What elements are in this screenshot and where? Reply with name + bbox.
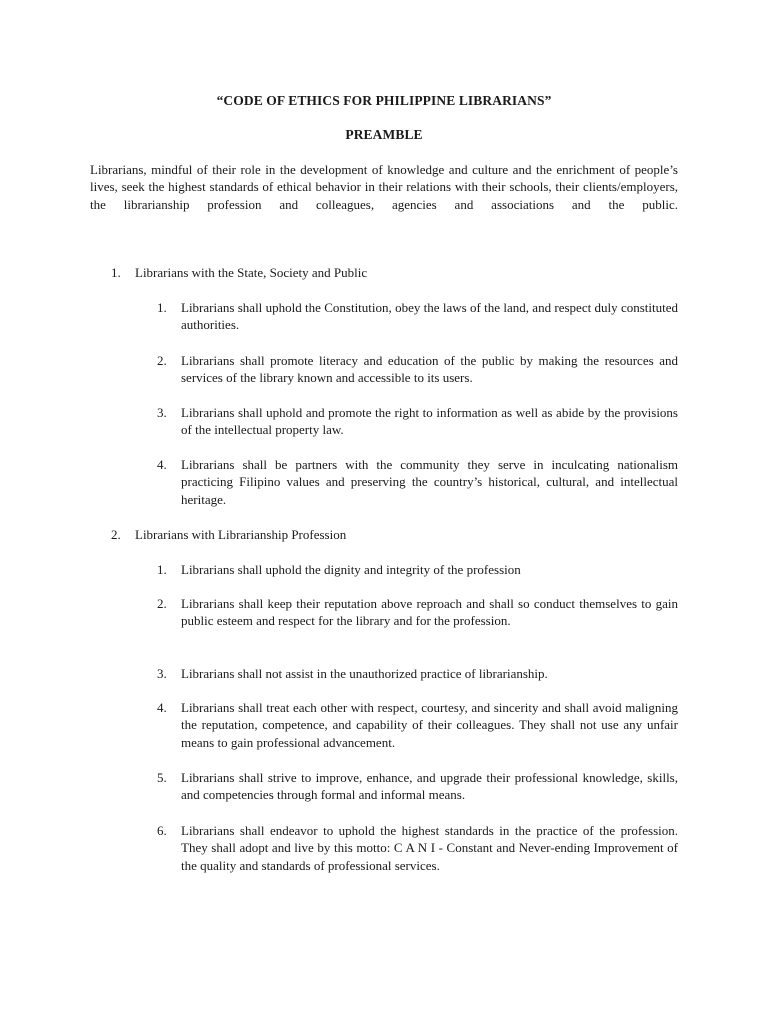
preamble-paragraph: Librarians, mindful of their role in the development of knowledge and culture and the enrichment of people’s lives, seek the highest standards of ethical behavior in their relations with their schools, their clients/employers, the librarianship profession and colleagues, agencies and associations and the public. bbox=[90, 162, 678, 212]
item-number: 5. bbox=[157, 770, 167, 785]
list-item bbox=[157, 595, 678, 630]
item-text: Librarians shall not assist in the unauthorized practice of librarianship. bbox=[181, 666, 548, 681]
item-number: 2. bbox=[157, 353, 167, 368]
item-text: Librarians shall uphold the Constitution, obey the laws of the land, and respect duly constituted authorities. bbox=[181, 300, 678, 333]
section-heading-state-society-public bbox=[111, 264, 677, 281]
list-item bbox=[157, 561, 678, 578]
item-text: Librarians shall strive to improve, enhance, and upgrade their professional knowledge, skills, and competencies through formal and informal means. bbox=[181, 770, 678, 803]
item-text: Librarians shall uphold the dignity and integrity of the profession bbox=[181, 562, 521, 577]
item-number: 6. bbox=[157, 823, 167, 838]
item-text: Librarians shall endeavor to uphold the highest standards in the practice of the profession. They shall adopt and live by this motto: C A N I - Constant and Never-ending Improvement of the quality and standards of professional services. bbox=[181, 823, 678, 873]
section-number: 1. bbox=[111, 265, 121, 280]
item-text: Librarians shall uphold and promote the right to information as well as abide by the provisions of the intellectual property law. bbox=[181, 405, 678, 438]
list-item bbox=[157, 699, 678, 751]
item-number: 1. bbox=[157, 300, 167, 315]
list-item bbox=[157, 456, 678, 508]
item-text: Librarians shall promote literacy and education of the public by making the resources and services of the library known and accessible to its users. bbox=[181, 353, 678, 386]
section-heading-librarianship-profession bbox=[111, 526, 677, 543]
list-item bbox=[157, 822, 678, 874]
item-number: 1. bbox=[157, 562, 167, 577]
preamble-heading: PREAMBLE bbox=[345, 127, 423, 142]
list-item bbox=[157, 404, 678, 439]
list-item bbox=[157, 352, 678, 387]
list-item bbox=[157, 769, 678, 804]
document-title: “CODE OF ETHICS FOR PHILIPPINE LIBRARIANS” bbox=[216, 93, 552, 108]
section-title: Librarians with Librarianship Profession bbox=[135, 527, 347, 542]
item-number: 4. bbox=[157, 457, 167, 472]
item-number: 3. bbox=[157, 405, 167, 420]
section-title: Librarians with the State, Society and Public bbox=[135, 265, 368, 280]
item-number: 2. bbox=[157, 596, 167, 611]
item-text: Librarians shall treat each other with respect, courtesy, and sincerity and shall avoid maligning the reputation, competence, and capability of their colleagues. They shall not use any unfair means to gain professional advancement. bbox=[181, 700, 678, 750]
item-text: Librarians shall keep their reputation above reproach and shall so conduct themselves to gain public esteem and respect for the library and for the profession. bbox=[181, 596, 678, 629]
list-item bbox=[157, 299, 678, 334]
list-item bbox=[157, 665, 678, 682]
item-number: 3. bbox=[157, 666, 167, 681]
item-number: 4. bbox=[157, 700, 167, 715]
item-text: Librarians shall be partners with the community they serve in inculcating nationalism practicing Filipino values and preserving the country’s historical, cultural, and intellectual heritage. bbox=[181, 457, 678, 507]
section-number: 2. bbox=[111, 527, 121, 542]
